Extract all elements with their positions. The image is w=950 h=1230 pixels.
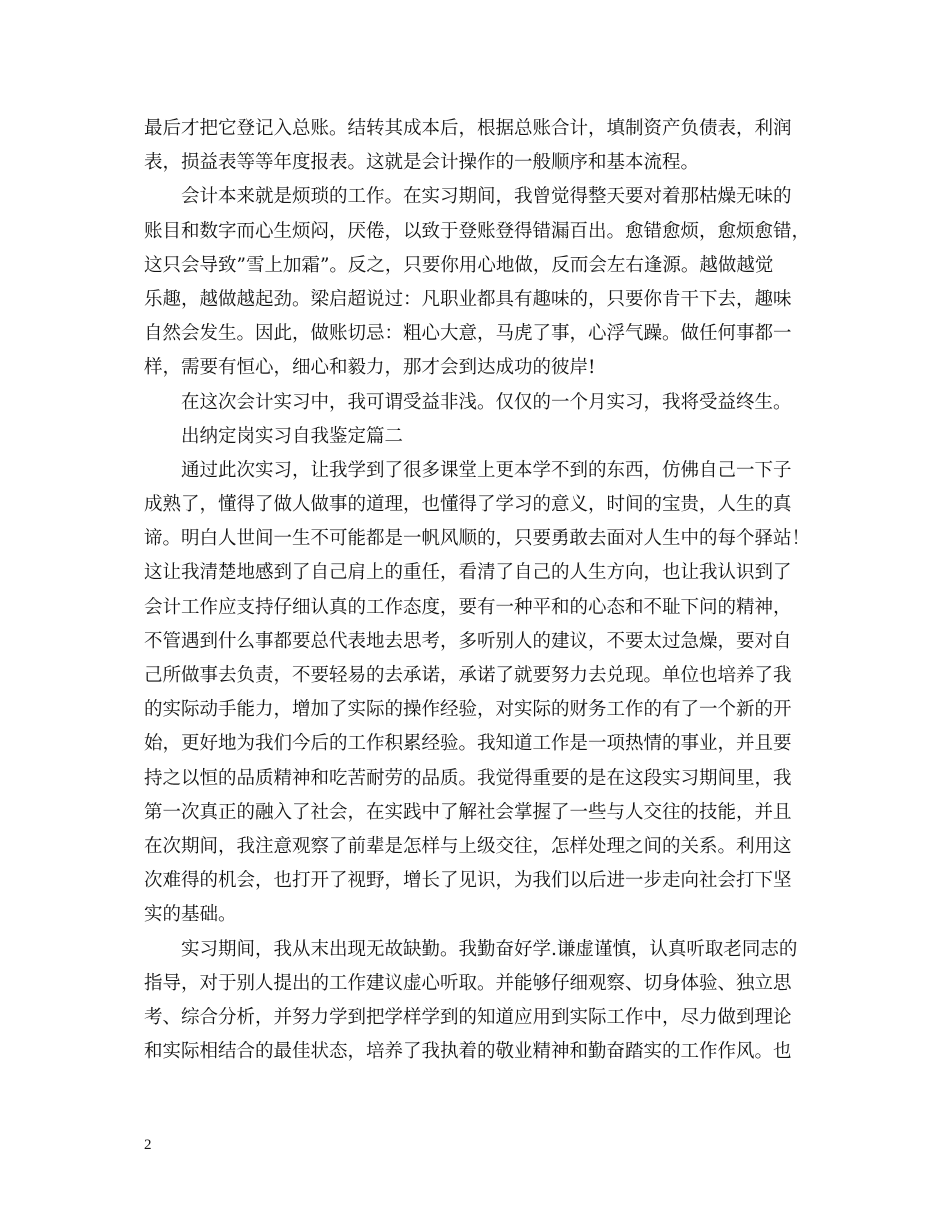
body-line: 第一次真正的融入了社会，在实践中了解社会掌握了一些与人交往的技能，并且	[144, 801, 792, 823]
body-line: 乐趣，越做越起劲。梁启超说过：凡职业都具有趣味的，只要你肯干下去，趣味	[144, 288, 792, 310]
body-line: 次难得的机会，也打开了视野，增长了见识，为我们以后进一步走向社会打下坚	[144, 870, 792, 892]
body-line: 这让我清楚地感到了自己肩上的重任，看清了自己的人生方向，也让我认识到了	[144, 562, 792, 584]
body-line: 最后才把它登记入总账。结转其成本后，根据总账合计，填制资产负债表，利润	[144, 118, 792, 139]
body-line: 表，损益表等等年度报表。这就是会计操作的一般顺序和基本流程。	[144, 152, 700, 174]
body-line: 谛。明白人世间一生不可能都是一帆风顺的，只要勇敢去面对人生中的每个驿站！	[144, 528, 811, 550]
body-line: 的实际动手能力，增加了实际的操作经验，对实际的财务工作的有了一个新的开	[144, 699, 792, 721]
document-body	[144, 112, 812, 1069]
section-heading: 出纳定岗实习自我鉴定篇二	[181, 425, 404, 447]
body-line: 通过此次实习，让我学到了很多课堂上更本学不到的东西，仿佛自己一下子	[181, 459, 792, 481]
body-line: 账目和数字而心生烦闷，厌倦，以致于登账登得错漏百出。愈错愈烦，愈烦愈错，	[144, 220, 811, 242]
body-line: 在次期间，我注意观察了前辈是怎样与上级交往，怎样处理之间的关系。利用这	[144, 835, 792, 857]
body-line: 成熟了，懂得了做人做事的道理，也懂得了学习的意义，时间的宝贵，人生的真	[144, 494, 792, 516]
body-line: 自然会发生。因此，做账切忌：粗心大意，马虎了事，心浮气躁。做任何事都一	[144, 323, 792, 345]
body-line: 这只会导致”雪上加霜”。反之，只要你用心地做，反而会左右逢源。越做越觉	[144, 254, 774, 276]
page-number: 2	[144, 1137, 152, 1153]
body-line: 指导，对于别人提出的工作建议虚心听取。并能够仔细观察、切身体验、独立思	[144, 972, 792, 994]
body-line: 己所做事去负责，不要轻易的去承诺，承诺了就要努力去兑现。单位也培养了我	[144, 665, 792, 686]
body-line: 持之以恒的品质精神和吃苦耐劳的品质。我觉得重要的是在这段实习期间里，我	[144, 767, 792, 789]
body-line: 样，需要有恒心，细心和毅力，那才会到达成功的彼岸!	[144, 357, 596, 379]
body-line: 会计本来就是烦琐的工作。在实习期间，我曾觉得整天要对着那枯燥无味的	[181, 186, 792, 208]
body-line: 实习期间，我从末出现无故缺勤。我勤奋好学.谦虚谨慎，认真听取老同志的	[181, 938, 798, 960]
body-line: 始，更好地为我们今后的工作积累经验。我知道工作是一项热情的事业，并且要	[144, 733, 792, 755]
body-line: 考、综合分析，并努力学到把学样学到的知道应用到实际工作中，尽力做到理论	[144, 1006, 792, 1028]
body-line: 不管遇到什么事都要总代表地去思考，多听别人的建议，不要太过急燥，要对自	[144, 630, 792, 652]
body-line: 实的基础。	[144, 904, 237, 926]
body-line: 会计工作应支持仔细认真的工作态度，要有一种平和的心态和不耻下问的精神，	[144, 596, 792, 618]
body-line: 和实际相结合的最佳状态，培养了我执着的敬业精神和勤奋踏实的工作作风。也	[144, 1041, 792, 1063]
body-line: 在这次会计实习中，我可谓受益非浅。仅仅的一个月实习，我将受益终生。	[181, 391, 792, 413]
